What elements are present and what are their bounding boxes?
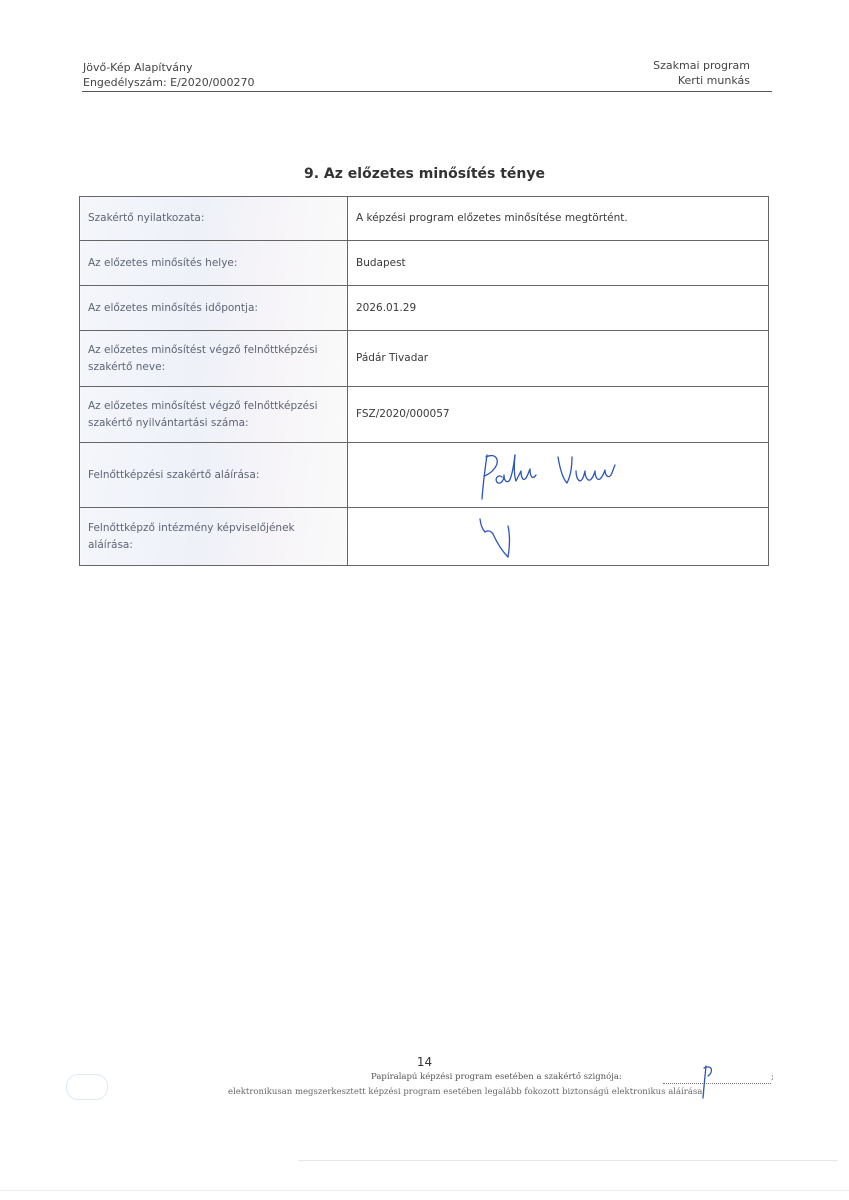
row-value: 2026.01.29 [348, 286, 769, 331]
organization-name: Jövő-Kép Alapítvány [83, 61, 193, 74]
footer-note-text-1: Papíralapú képzési program esetében a szakértő szignója: [371, 1072, 622, 1082]
institution-signature-cell [348, 508, 769, 566]
faded-logo-icon [66, 1074, 108, 1100]
table-row [80, 241, 769, 286]
row-label: Az előzetes minősítést végző felnőttképzési szakértő neve: [80, 331, 348, 387]
institution-signature [474, 513, 554, 561]
expert-signature-cell [348, 443, 769, 508]
section-title: 9. Az előzetes minősítés ténye [303, 166, 545, 182]
expert-signature [468, 447, 668, 503]
table-row [80, 286, 769, 331]
row-value: FSZ/2020/000057 [348, 387, 769, 443]
table-row [80, 443, 769, 508]
header-divider [82, 91, 772, 92]
scan-artifact-line [298, 1160, 838, 1161]
row-value: Budapest [348, 241, 769, 286]
page-number: 14 [416, 1055, 433, 1069]
row-label: Felnőttképző intézmény képviselőjének aláírása: [80, 508, 348, 566]
row-value: A képzési program előzetes minősítése megtörtént. [348, 197, 769, 241]
program-type: Szakmai program [653, 59, 750, 72]
table-row [80, 197, 769, 241]
table-row [80, 508, 769, 566]
row-value: Pádár Tivadar [348, 331, 769, 387]
header-left [83, 60, 255, 90]
table-row [80, 387, 769, 443]
program-name: Kerti munkás [677, 74, 750, 87]
row-label: Az előzetes minősítés időpontja: [80, 286, 348, 331]
table-row [80, 331, 769, 387]
header-right [653, 58, 750, 88]
row-label: Felnőttképzési szakértő aláírása: [80, 443, 348, 508]
qualification-table [79, 196, 769, 566]
footer-note-line-1 [371, 1072, 622, 1082]
row-label: Az előzetes minősítést végző felnőttképzési szakértő nyilvántartási száma: [80, 387, 348, 443]
footer-note-line-2: elektronikusan megszerkesztett képzési program esetében legalább fokozott biztonságú elektronikus aláírása. [228, 1087, 706, 1097]
row-label: Az előzetes minősítés helye: [80, 241, 348, 286]
license-number: Engedélyszám: E/2020/000270 [83, 76, 255, 89]
row-label: Szakértő nyilatkozata: [80, 197, 348, 241]
footer-note-end: ; [771, 1072, 774, 1082]
scan-artifact-line [0, 1190, 849, 1191]
